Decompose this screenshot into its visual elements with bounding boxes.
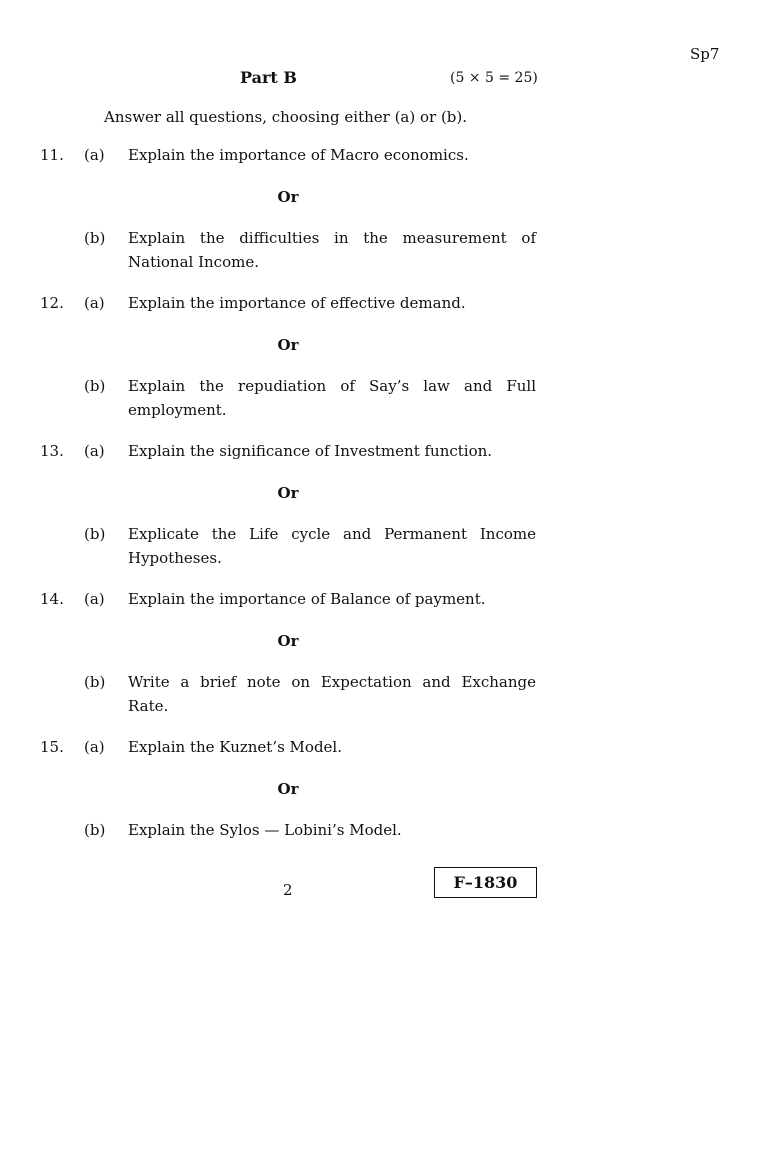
option-a-label: (a) xyxy=(84,442,105,460)
option-a-text: Explain the importance of Balance of payment. xyxy=(128,590,486,608)
option-b-text: Explicate the Life cycle and Permanent Income Hypotheses. xyxy=(128,525,536,567)
option-b-text: Explain the Sylos — Lobini’s Model. xyxy=(128,821,402,839)
option-b-text: Explain the repudiation of Say’s law and Full employment. xyxy=(128,377,536,419)
page-number: 2 xyxy=(283,881,293,899)
option-a-label: (a) xyxy=(84,146,105,164)
option-a-text: Explain the importance of Macro economics. xyxy=(128,146,469,164)
option-b-label: (b) xyxy=(84,377,106,395)
or-separator: Or xyxy=(277,632,299,650)
option-a-text: Explain the importance of effective demand. xyxy=(128,294,466,312)
paper-code-box: F–1830 xyxy=(434,867,537,898)
question-12 xyxy=(0,294,773,434)
question-11 xyxy=(0,146,773,286)
part-title: Part B xyxy=(240,68,297,87)
or-separator: Or xyxy=(277,336,299,354)
question-number: 15. xyxy=(40,738,64,756)
instructions: Answer all questions, choosing either (a) or (b). xyxy=(104,108,468,126)
question-13 xyxy=(0,442,773,582)
question-15 xyxy=(0,738,773,878)
option-b-label: (b) xyxy=(84,673,106,691)
question-number: 11. xyxy=(40,146,64,164)
page-code: Sp7 xyxy=(690,45,720,63)
question-number: 13. xyxy=(40,442,64,460)
option-a-label: (a) xyxy=(84,294,105,312)
or-separator: Or xyxy=(277,780,299,798)
option-a-text: Explain the Kuznet’s Model. xyxy=(128,738,342,756)
option-a-text: Explain the significance of Investment function. xyxy=(128,442,493,460)
option-a-label: (a) xyxy=(84,738,105,756)
or-separator: Or xyxy=(277,188,299,206)
question-number: 12. xyxy=(40,294,64,312)
option-a-label: (a) xyxy=(84,590,105,608)
marks-allocation: (5 × 5 = 25) xyxy=(450,70,538,86)
or-separator: Or xyxy=(277,484,299,502)
option-b-label: (b) xyxy=(84,821,106,839)
option-b-text: Write a brief note on Expectation and Exchange Rate. xyxy=(128,673,536,715)
option-b-label: (b) xyxy=(84,525,106,543)
option-b-label: (b) xyxy=(84,229,106,247)
option-b-text: Explain the difficulties in the measurement of National Income. xyxy=(128,229,536,271)
question-number: 14. xyxy=(40,590,64,608)
question-14 xyxy=(0,590,773,730)
